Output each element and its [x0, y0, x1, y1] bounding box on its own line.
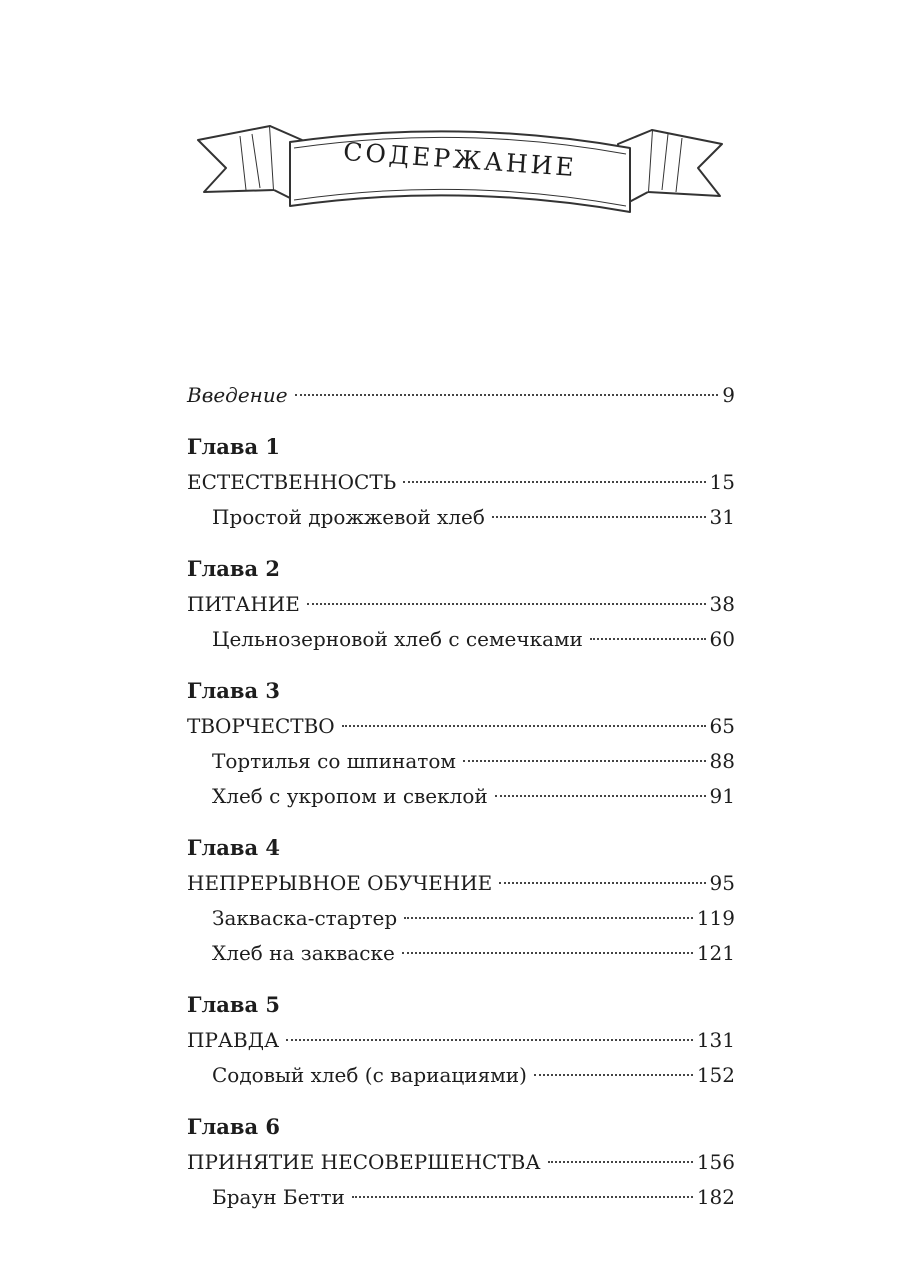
toc-entry-chapter[interactable]	[187, 866, 735, 901]
toc-entry-recipe[interactable]	[187, 936, 735, 971]
dot-leader	[403, 481, 705, 483]
dot-leader	[590, 638, 706, 640]
chapter-heading: Глава 5	[187, 992, 281, 1017]
dot-leader	[463, 760, 706, 762]
dot-leader	[352, 1196, 693, 1198]
toc-entry-title: НЕПРЕРЫВНОЕ ОБУЧЕНИЕ	[187, 871, 493, 895]
toc-entry-recipe[interactable]	[187, 744, 735, 779]
toc-entry-chapter[interactable]	[187, 465, 735, 500]
dot-leader	[499, 882, 705, 884]
toc-entry-recipe[interactable]	[187, 779, 735, 814]
contents-title: СОДЕРЖАНИЕ	[342, 136, 578, 183]
dot-leader	[295, 394, 719, 396]
dot-leader	[534, 1074, 693, 1076]
toc-entry-title: Введение	[187, 383, 288, 407]
dot-leader	[307, 603, 706, 605]
toc-entry-recipe[interactable]	[187, 500, 735, 535]
toc-entry-page: 182	[696, 1185, 735, 1209]
toc-entry-page: 131	[696, 1028, 735, 1052]
dot-leader	[548, 1161, 693, 1163]
toc-entry-page: 156	[696, 1150, 735, 1174]
chapter-heading: Глава 4	[187, 835, 281, 860]
toc-entry-introduction[interactable]	[187, 378, 735, 413]
toc-entry-title: ЕСТЕСТВЕННОСТЬ	[187, 470, 397, 494]
toc-entry-recipe[interactable]	[187, 1180, 735, 1215]
dot-leader	[495, 795, 706, 797]
toc-entry-title: ПРАВДА	[187, 1028, 280, 1052]
dot-leader	[402, 952, 693, 954]
toc-entry-page: 9	[722, 383, 735, 407]
toc-entry-chapter[interactable]	[187, 1145, 735, 1180]
toc-entry-recipe[interactable]	[187, 622, 735, 657]
toc-entry-title: ТВОРЧЕСТВО	[187, 714, 335, 738]
toc-entry-page: 15	[709, 470, 735, 494]
chapter-heading: Глава 6	[187, 1114, 281, 1139]
toc-entry-title: Хлеб на закваске	[212, 941, 395, 965]
dot-leader	[404, 917, 693, 919]
toc-entry-page: 95	[709, 871, 735, 895]
toc-entry-page: 152	[696, 1063, 735, 1087]
chapter-heading: Глава 3	[187, 678, 281, 703]
chapter-heading: Глава 2	[187, 556, 281, 581]
toc-entry-page: 119	[696, 906, 735, 930]
toc-entry-page: 65	[709, 714, 735, 738]
toc-entry-title: Простой дрожжевой хлеб	[212, 505, 485, 529]
contents-banner	[190, 118, 730, 228]
dot-leader	[286, 1039, 693, 1041]
toc-entry-title: Тортилья со шпинатом	[212, 749, 456, 773]
toc-entry-title: Закваска-стартер	[212, 906, 398, 930]
toc-entry-recipe[interactable]	[187, 1058, 735, 1093]
toc-entry-chapter[interactable]	[187, 1023, 735, 1058]
toc-entry-page: 88	[709, 749, 735, 773]
toc-entry-title: ПРИНЯТИЕ НЕСОВЕРШЕНСТВА	[187, 1150, 541, 1174]
table-of-contents	[187, 378, 735, 1215]
toc-entry-chapter[interactable]	[187, 709, 735, 744]
toc-entry-recipe[interactable]	[187, 901, 735, 936]
toc-entry-title: Цельнозерновой хлеб с семечками	[212, 627, 583, 651]
toc-entry-chapter[interactable]	[187, 587, 735, 622]
toc-entry-page: 91	[709, 784, 735, 808]
toc-entry-page: 121	[696, 941, 735, 965]
toc-entry-title: Браун Бетти	[212, 1185, 345, 1209]
toc-entry-title: Хлеб с укропом и свеклой	[212, 784, 488, 808]
dot-leader	[492, 516, 706, 518]
toc-entry-page: 31	[709, 505, 735, 529]
dot-leader	[342, 725, 706, 727]
toc-entry-page: 38	[709, 592, 735, 616]
toc-entry-title: Содовый хлеб (с вариациями)	[212, 1063, 527, 1087]
toc-entry-page: 60	[709, 627, 735, 651]
toc-entry-title: ПИТАНИЕ	[187, 592, 300, 616]
chapter-heading: Глава 1	[187, 434, 281, 459]
